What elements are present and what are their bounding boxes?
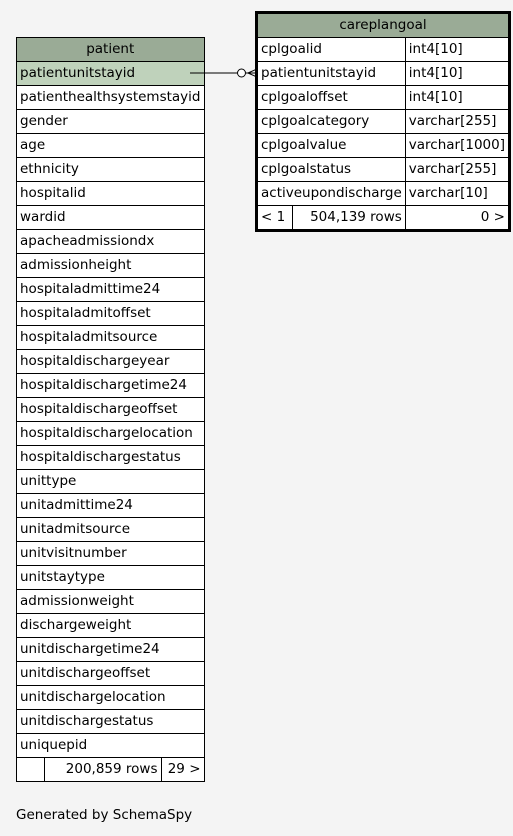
careplangoal-column-type: int4[10] xyxy=(405,86,508,110)
patient-column[interactable]: unitvisitnumber xyxy=(17,542,205,566)
careplangoal-parents-link[interactable]: < 1 xyxy=(258,206,293,230)
patient-column[interactable]: patienthealthsystemstayid xyxy=(17,86,205,110)
careplangoal-column-name[interactable]: activeupondischarge xyxy=(258,182,406,206)
patient-column[interactable]: unitdischargeoffset xyxy=(17,662,205,686)
crow-foot-upper xyxy=(248,69,257,73)
patient-column[interactable]: hospitaladmitoffset xyxy=(17,302,205,326)
careplangoal-column-name[interactable]: cplgoaloffset xyxy=(258,86,406,110)
crow-foot-lower xyxy=(248,73,257,77)
patient-column[interactable]: ethnicity xyxy=(17,158,205,182)
patient-column[interactable]: unitstaytype xyxy=(17,566,205,590)
patient-column[interactable]: patientunitstayid xyxy=(17,62,205,86)
patient-table-title[interactable]: patient xyxy=(17,38,205,62)
patient-column[interactable]: apacheadmissiondx xyxy=(17,230,205,254)
patient-column[interactable]: uniquepid xyxy=(17,734,205,758)
careplangoal-column-type: int4[10] xyxy=(405,38,508,62)
patient-column[interactable]: hospitaldischargetime24 xyxy=(17,374,205,398)
careplangoal-children-link[interactable]: 0 > xyxy=(405,206,508,230)
careplangoal-column-type: int4[10] xyxy=(405,62,508,86)
patient-column[interactable]: hospitaladmittime24 xyxy=(17,278,205,302)
patient-column[interactable]: wardid xyxy=(17,206,205,230)
careplangoal-column-type: varchar[255] xyxy=(405,110,508,134)
patient-children-link[interactable]: 29 > xyxy=(161,758,204,782)
careplangoal-column-type: varchar[10] xyxy=(405,182,508,206)
patient-column[interactable]: gender xyxy=(17,110,205,134)
patient-column[interactable]: unittype xyxy=(17,470,205,494)
patient-column[interactable]: age xyxy=(17,134,205,158)
careplangoal-column-name[interactable]: cplgoalstatus xyxy=(258,158,406,182)
zero-optional-marker xyxy=(238,69,246,77)
careplangoal-column-type: varchar[255] xyxy=(405,158,508,182)
patient-column[interactable]: unitdischargestatus xyxy=(17,710,205,734)
careplangoal-column-name[interactable]: cplgoalid xyxy=(258,38,406,62)
patient-column[interactable]: admissionheight xyxy=(17,254,205,278)
careplangoal-column-type: varchar[1000] xyxy=(405,134,508,158)
patient-column[interactable]: hospitalid xyxy=(17,182,205,206)
patient-column[interactable]: unitdischargelocation xyxy=(17,686,205,710)
careplangoal-table-title[interactable]: careplangoal xyxy=(258,14,509,38)
patient-column[interactable]: unitadmitsource xyxy=(17,518,205,542)
patient-column[interactable]: hospitaldischargeyear xyxy=(17,350,205,374)
patient-column[interactable]: unitadmittime24 xyxy=(17,494,205,518)
patient-row-count: 200,859 rows xyxy=(45,758,162,782)
patient-column[interactable]: admissionweight xyxy=(17,590,205,614)
patient-column[interactable]: hospitaldischargeoffset xyxy=(17,398,205,422)
patient-column[interactable]: hospitaldischargestatus xyxy=(17,446,205,470)
careplangoal-column-name[interactable]: cplgoalcategory xyxy=(258,110,406,134)
careplangoal-column-name[interactable]: patientunitstayid xyxy=(258,62,406,86)
patient-column[interactable]: hospitaldischargelocation xyxy=(17,422,205,446)
patient-column[interactable]: hospitaladmitsource xyxy=(17,326,205,350)
careplangoal-column-name[interactable]: cplgoalvalue xyxy=(258,134,406,158)
patient-column[interactable]: unitdischargetime24 xyxy=(17,638,205,662)
careplangoal-row-count: 504,139 rows xyxy=(293,206,406,230)
patient-column[interactable]: dischargeweight xyxy=(17,614,205,638)
generated-by-label: Generated by SchemaSpy xyxy=(16,807,193,823)
